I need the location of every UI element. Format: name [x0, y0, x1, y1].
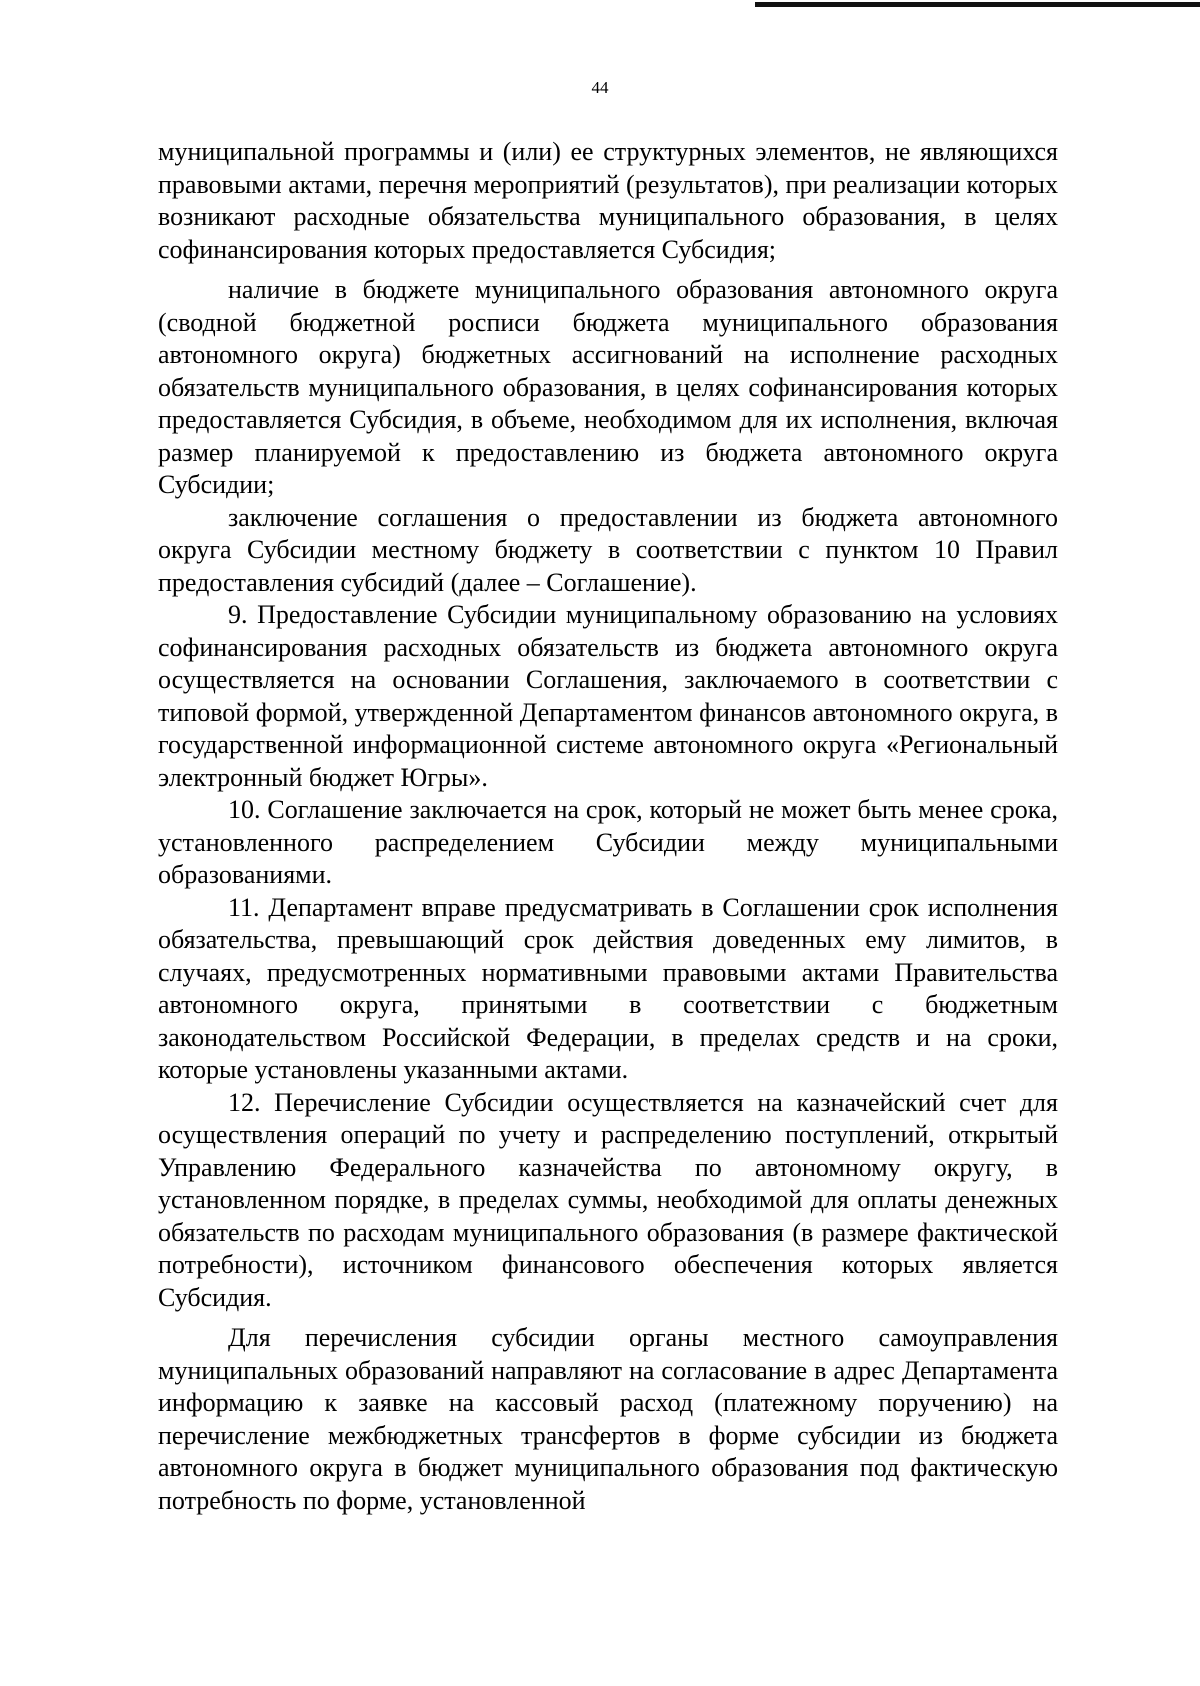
paragraph-budget-allocations: наличие в бюджете муниципального образования автономного округа (сводной бюджетной росписи бюджета муниципального образования автономного округа) бюджетных ассигнований на исполнение расходных обязательств муниципального образования, в целях софинансирования которых предоставляется Субсидия, в объеме, необходимом для их исполнения, включая размер планируемой к предоставлению из бюджета автономного округа Субсидии; [158, 275, 1058, 499]
document-body [158, 136, 1058, 1517]
paragraph-item-9: 9. Предоставление Субсидии муниципальному образованию на условиях софинансирования расходных обязательств из бюджета автономного округа осуществляется на основании Соглашения, заключаемого в соответствии с типовой формой, утвержденной Департаментом финансов автономного округа, в государственной информационной системе автономного округа «Региональный электронный бюджет Югры». [158, 600, 1058, 792]
paragraph-item-11: 11. Департамент вправе предусматривать в Соглашении срок исполнения обязательства, превышающий срок действия доведенных ему лимитов, в случаях, предусмотренных нормативными правовыми актами Правительства автономного округа, принятыми в соответствии с бюджетным законодательством Российской Федерации, в пределах средств и на сроки, которые установлены указанными актами. [158, 892, 1058, 1084]
paragraph-item-12: 12. Перечисление Субсидии осуществляется на казначейский счет для осуществления операций по учету и распределению поступлений, открытый Управлению Федерального казначейства по автономному округу, в установленном порядке, в пределах суммы, необходимой для оплаты денежных обязательств по расходам муниципального образования (в размере фактической потребности), источником финансового обеспечения которых является Субсидия. [158, 1087, 1058, 1312]
paragraph-subsidy-transfer: Для перечисления субсидии органы местного самоуправления муниципальных образований направляют на согласование в адрес Департамента информацию к заявке на кассовый расход (платежному поручению) на перечисление межбюджетных трансфертов в форме субсидии из бюджета автономного округа в бюджет муниципального образования под фактическую потребность по форме, установленной [158, 1323, 1058, 1515]
paragraph-agreement-conclusion: заключение соглашения о предоставлении из бюджета автономного округа Субсидии местному бюджету в соответствии с пунктом 10 Правил предоставления субсидий (далее – Соглашение). [158, 502, 1058, 597]
paragraph-continuation: муниципальной программы и (или) ее структурных элементов, не являющихся правовыми актами, перечня мероприятий (результатов), при реализации которых возникают расходные обязательства муниципального образования, в целях софинансирования которых предоставляется Субсидия; [158, 137, 1058, 264]
top-edge-rule [755, 2, 1200, 7]
page-number: 44 [591, 78, 609, 97]
paragraph-item-10: 10. Соглашение заключается на срок, который не может быть менее срока, установленного распределением Субсидии между муниципальными образованиями. [158, 795, 1058, 889]
